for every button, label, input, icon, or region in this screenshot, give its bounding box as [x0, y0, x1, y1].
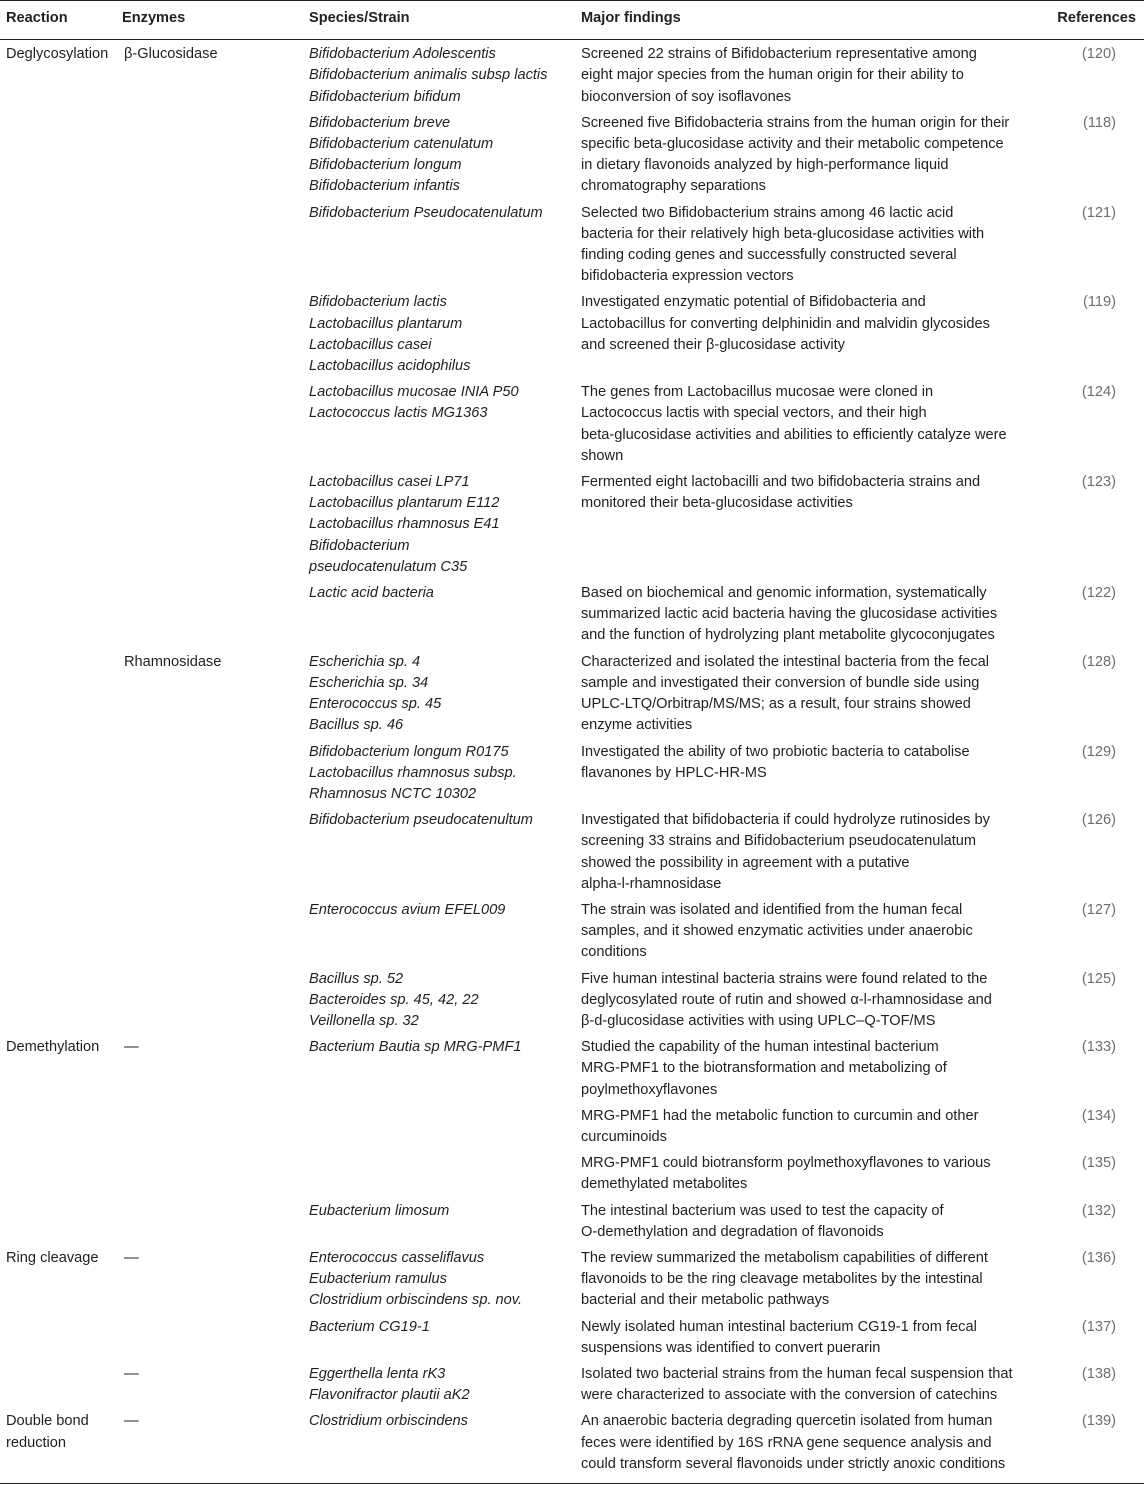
findings-line: Fermented eight lactobacilli and two bifidobacteria strains and [581, 474, 981, 491]
cell-findings [573, 969, 1045, 1038]
cell-enzyme [116, 1106, 301, 1153]
cell-enzyme [116, 583, 301, 652]
findings-line: in dietary flavonoids analyzed by high-performance liquid [581, 157, 949, 174]
header-species: Species/Strain [301, 1, 573, 40]
cell-findings [573, 810, 1045, 900]
header-reaction: Reaction [0, 1, 116, 40]
cell-species [301, 113, 573, 203]
table-row [0, 292, 1144, 382]
cell-reaction [0, 1037, 116, 1106]
findings-line: Lactococcus lactis with special vectors, and their high [581, 405, 927, 422]
table-row [0, 472, 1144, 583]
findings-line: The intestinal bacterium was used to test the capacity of [581, 1202, 944, 1219]
cell-reference: (137) [1081, 1318, 1116, 1335]
cell-species [301, 292, 573, 382]
species-line: Bifidobacterium lactis [309, 294, 447, 311]
findings-line: The genes from Lactobacillus mucosae were cloned in [581, 384, 934, 401]
header-findings: Major findings [573, 1, 1045, 40]
table-row [0, 583, 1144, 652]
cell-species [301, 1317, 573, 1364]
cell-reaction [0, 583, 116, 652]
cell-enzyme [116, 742, 301, 811]
cell-reaction [0, 40, 116, 113]
cell-species [301, 1364, 573, 1411]
cell-reaction [0, 382, 116, 472]
findings-line: bacterial and their metabolic pathways [581, 1292, 830, 1309]
species-line: Bifidobacterium catenulatum [309, 136, 494, 153]
findings-line: curcuminoids [581, 1128, 667, 1145]
cell-reaction [0, 1411, 116, 1483]
cell-reaction [0, 292, 116, 382]
species-line: Bifidobacterium Adolescentis [309, 46, 496, 63]
species-line: Enterococcus casseliflavus [309, 1249, 485, 1266]
findings-line: Investigated enzymatic potential of Bifidobacteria and [581, 294, 926, 311]
findings-line: eight major species from the human origin for their ability to [581, 67, 964, 84]
findings-line: β-d-glucosidase activities with using UPLC–Q-TOF/MS [581, 1012, 936, 1029]
cell-reference: (120) [1081, 46, 1116, 63]
table-row [0, 810, 1144, 900]
findings-line: suspensions was identified to convert puerarin [581, 1339, 881, 1356]
cell-enzyme [116, 382, 301, 472]
cell-enzyme [116, 1317, 301, 1364]
cell-findings [573, 583, 1045, 652]
cell-reference: (136) [1081, 1249, 1116, 1266]
findings-line: were characterized to associate with the conversion of catechins [581, 1387, 998, 1404]
reaction-line: Double bond [6, 1413, 89, 1430]
species-line: Bifidobacterium breve [309, 114, 451, 131]
table-header [0, 1, 1144, 40]
findings-line: chromatography separations [581, 178, 766, 195]
cell-findings [573, 900, 1045, 969]
findings-line: Screened 22 strains of Bifidobacterium representative among [581, 46, 977, 63]
cell-reference: (138) [1081, 1365, 1116, 1382]
cell-reaction [0, 1201, 116, 1248]
findings-line: Characterized and isolated the intestinal bacteria from the fecal [581, 653, 990, 670]
cell-findings [573, 1037, 1045, 1106]
table-row [0, 1106, 1144, 1153]
cell-species [301, 969, 573, 1038]
species-line: Bifidobacterium longum [309, 157, 462, 174]
table-row [0, 203, 1144, 293]
findings-line: could transform several flavonoids under strictly anoxic conditions [581, 1455, 1006, 1472]
cell-enzyme [116, 969, 301, 1038]
cell-findings [573, 742, 1045, 811]
species-line: Bacillus sp. 52 [309, 970, 404, 987]
cell-reaction [0, 113, 116, 203]
cell-reference: (118) [1083, 114, 1116, 131]
findings-line: bioconversion of soy isoflavones [581, 88, 792, 105]
cell-findings [573, 113, 1045, 203]
findings-line: Based on biochemical and genomic information, systematically [581, 585, 987, 602]
findings-line: Lactobacillus for converting delphinidin and malvidin glycosides [581, 315, 990, 332]
reaction-line: Demethylation [6, 1039, 100, 1056]
findings-line: Investigated that bifidobacteria if could hydrolyze rutinosides by [581, 812, 990, 829]
findings-line: flavonoids to be the ring cleavage metabolites by the intestinal [581, 1271, 983, 1288]
findings-line: summarized lactic acid bacteria having the glucosidase activities [581, 606, 998, 623]
cell-species [301, 1106, 573, 1153]
cell-species [301, 382, 573, 472]
cell-enzyme: Rhamnosidase [124, 653, 222, 670]
species-line: Enterococcus avium EFEL009 [309, 901, 506, 918]
table-row [0, 1153, 1144, 1200]
species-line: Bifidobacterium pseudocatenultum [309, 812, 533, 829]
species-line: Clostridium orbiscindens [309, 1413, 468, 1430]
cell-findings [573, 1106, 1045, 1153]
findings-line: feces were identified by 16S rRNA gene sequence analysis and [581, 1434, 992, 1451]
cell-enzyme: β-Glucosidase [124, 46, 218, 63]
findings-line: bacteria for their relatively high beta-glucosidase activities with [581, 225, 985, 242]
table-row [0, 113, 1144, 203]
cell-findings [573, 203, 1045, 293]
cell-reaction [0, 652, 116, 742]
findings-line: beta-glucosidase activities and abilities to efficiently catalyze were [581, 426, 1007, 443]
findings-line: specific beta-glucosidase activity and their metabolic competence [581, 136, 1004, 153]
table-row [0, 1248, 1144, 1317]
species-line: Bifidobacterium longum R0175 [309, 743, 509, 760]
species-line: Lactobacillus casei [309, 336, 432, 353]
cell-enzyme [116, 1153, 301, 1200]
reaction-line: reduction [6, 1434, 67, 1451]
findings-line: and screened their β-glucosidase activity [581, 336, 845, 353]
cell-reference: (125) [1081, 970, 1116, 987]
reaction-line: Ring cleavage [6, 1249, 99, 1266]
table-row [0, 969, 1144, 1038]
species-line: Eggerthella lenta rK3 [309, 1365, 446, 1382]
cell-reference: (135) [1081, 1155, 1116, 1172]
findings-line: The review summarized the metabolism capabilities of different [581, 1249, 988, 1266]
table-row [0, 900, 1144, 969]
cell-species [301, 1411, 573, 1483]
cell-findings [573, 1411, 1045, 1483]
cell-enzyme: — [124, 1249, 139, 1266]
cell-species [301, 40, 573, 113]
cell-findings [573, 40, 1045, 113]
findings-line: finding coding genes and successfully constructed several [581, 247, 957, 264]
cell-species [301, 1248, 573, 1317]
species-line: Bifidobacterium Pseudocatenulatum [309, 204, 543, 221]
species-line: Rhamnosus NCTC 10302 [309, 785, 477, 802]
cell-findings [573, 472, 1045, 583]
table-row [0, 742, 1144, 811]
table-row [0, 652, 1144, 742]
cell-reaction [0, 1153, 116, 1200]
species-line: Eubacterium limosum [309, 1202, 450, 1219]
cell-enzyme: — [124, 1039, 139, 1056]
cell-species [301, 203, 573, 293]
species-line: Lactic acid bacteria [309, 585, 434, 602]
findings-line: alpha-l-rhamnosidase [581, 875, 722, 892]
cell-reaction [0, 1248, 116, 1317]
findings-line: enzyme activities [581, 717, 693, 734]
cell-enzyme: — [124, 1365, 139, 1382]
findings-line: conditions [581, 944, 647, 961]
findings-line: MRG-PMF1 to the biotransformation and metabolizing of [581, 1060, 947, 1077]
species-line: Escherichia sp. 34 [309, 674, 429, 691]
cell-species [301, 1037, 573, 1106]
cell-reaction [0, 1317, 116, 1364]
cell-species [301, 472, 573, 583]
cell-species [301, 742, 573, 811]
cell-findings [573, 1201, 1045, 1248]
findings-line: Isolated two bacterial strains from the human fecal suspension that [581, 1365, 1013, 1382]
species-line: Bifidobacterium infantis [309, 178, 460, 195]
cell-findings [573, 652, 1045, 742]
cell-reaction [0, 1364, 116, 1411]
species-line: Bifidobacterium [309, 537, 410, 554]
table-row [0, 1037, 1144, 1106]
findings-line: Studied the capability of the human intestinal bacterium [581, 1039, 939, 1056]
cell-findings [573, 382, 1045, 472]
species-line: Bacterium Bautia sp MRG-PMF1 [309, 1039, 522, 1056]
findings-line: Selected two Bifidobacterium strains among 46 lactic acid [581, 204, 954, 221]
table-row [0, 382, 1144, 472]
cell-findings [573, 1248, 1045, 1317]
findings-line: demethylated metabolites [581, 1176, 748, 1193]
cell-reaction [0, 969, 116, 1038]
cell-species [301, 1153, 573, 1200]
findings-line: Screened five Bifidobacteria strains from the human origin for their [581, 114, 1010, 131]
species-line: Lactobacillus plantarum [309, 315, 463, 332]
cell-reference: (139) [1045, 1411, 1144, 1483]
cell-enzyme [116, 810, 301, 900]
cell-reference: (127) [1081, 901, 1116, 918]
findings-line: shown [581, 447, 624, 464]
species-line: Bifidobacterium animalis subsp lactis [309, 67, 548, 84]
findings-line: bifidobacteria expression vectors [581, 268, 794, 285]
species-line: Lactobacillus rhamnosus E41 [309, 516, 500, 533]
findings-line: flavanones by HPLC-HR-MS [581, 764, 767, 781]
findings-line: O-demethylation and degradation of flavonoids [581, 1223, 884, 1240]
cell-reference: (122) [1081, 585, 1116, 602]
species-line: Flavonifractor plautii aK2 [309, 1387, 470, 1404]
cell-reference: (126) [1081, 812, 1116, 829]
findings-line: UPLC-LTQ/Orbitrap/MS/MS; as a result, four strains showed [581, 696, 971, 713]
cell-reference: (119) [1083, 294, 1116, 311]
cell-reference: (123) [1081, 474, 1116, 491]
cell-reference: (121) [1081, 204, 1116, 221]
cell-findings [573, 292, 1045, 382]
findings-line: Five human intestinal bacteria strains were found related to the [581, 970, 988, 987]
cell-species [301, 810, 573, 900]
cell-reference: (128) [1081, 653, 1116, 670]
findings-line: Newly isolated human intestinal bacterium CG19-1 from fecal [581, 1318, 977, 1335]
species-line: Bacteroides sp. 45, 42, 22 [309, 991, 479, 1008]
cell-enzyme: — [116, 1411, 301, 1483]
cell-enzyme [116, 472, 301, 583]
table-row [0, 1201, 1144, 1248]
findings-line: An anaerobic bacteria degrading quercetin isolated from human [581, 1413, 993, 1430]
findings-line: deglycosylated route of rutin and showed α-l-rhamnosidase and [581, 991, 992, 1008]
findings-line: screening 33 strains and Bifidobacterium pseudocatenulatum [581, 833, 977, 850]
species-line: Bifidobacterium bifidum [309, 88, 461, 105]
cell-reaction [0, 742, 116, 811]
cell-reference: (133) [1081, 1039, 1116, 1056]
cell-enzyme [116, 203, 301, 293]
findings-line: MRG-PMF1 had the metabolic function to curcumin and other [581, 1107, 979, 1124]
cell-reference: (134) [1081, 1107, 1116, 1124]
species-line: Lactobacillus acidophilus [309, 358, 471, 375]
cell-enzyme [116, 1201, 301, 1248]
cell-reference: (124) [1081, 384, 1116, 401]
header-references: References [1045, 1, 1144, 40]
species-line: Escherichia sp. 4 [309, 653, 421, 670]
cell-reaction [0, 1106, 116, 1153]
findings-line: Investigated the ability of two probiotic bacteria to catabolise [581, 743, 970, 760]
cell-findings [573, 1364, 1045, 1411]
species-line: Lactobacillus casei LP71 [309, 474, 470, 491]
species-line: Lactobacillus plantarum E112 [309, 495, 500, 512]
findings-line: sample and investigated their conversion of bundle side using [581, 674, 980, 691]
cell-species [301, 583, 573, 652]
cell-findings [573, 1153, 1045, 1200]
table-row [0, 40, 1144, 113]
header-enzymes: Enzymes [116, 1, 301, 40]
species-line: Veillonella sp. 32 [309, 1012, 419, 1029]
species-line: Bacterium CG19-1 [309, 1318, 430, 1335]
findings-line: poylmethoxyflavones [581, 1081, 718, 1098]
species-line: Clostridium orbiscindens sp. nov. [309, 1292, 523, 1309]
cell-species [301, 1201, 573, 1248]
species-line: Lactobacillus rhamnosus subsp. [309, 764, 517, 781]
findings-line: samples, and it showed enzymatic activities under anaerobic [581, 923, 973, 940]
findings-line: monitored their beta-glucosidase activities [581, 495, 853, 512]
cell-species [301, 652, 573, 742]
findings-line: MRG-PMF1 could biotransform poylmethoxyflavones to various [581, 1155, 991, 1172]
cell-reaction [0, 203, 116, 293]
species-line: Lactobacillus mucosae INIA P50 [309, 384, 519, 401]
findings-line: The strain was isolated and identified from the human fecal [581, 901, 963, 918]
species-line: Lactococcus lactis MG1363 [309, 405, 488, 422]
cell-reference: (129) [1081, 743, 1116, 760]
species-line: Bacillus sp. 46 [309, 717, 404, 734]
cell-species [301, 900, 573, 969]
cell-reaction [0, 900, 116, 969]
cell-enzyme [116, 113, 301, 203]
cell-enzyme [116, 900, 301, 969]
reaction-line: Deglycosylation [6, 46, 109, 63]
table-body [0, 40, 1144, 1484]
table-row [0, 1317, 1144, 1364]
table-row [0, 1411, 1144, 1483]
species-line: pseudocatenulatum C35 [309, 558, 468, 575]
species-line: Eubacterium ramulus [309, 1271, 447, 1288]
findings-line: and the function of hydrolyzing plant metabolite glycoconjugates [581, 627, 995, 644]
cell-reaction [0, 810, 116, 900]
cell-reaction [0, 472, 116, 583]
table-row [0, 1364, 1144, 1411]
cell-enzyme [116, 292, 301, 382]
cell-reference: (132) [1081, 1202, 1116, 1219]
species-line: Enterococcus sp. 45 [309, 696, 442, 713]
findings-line: showed the possibility in agreement with a putative [581, 854, 910, 871]
cell-findings [573, 1317, 1045, 1364]
